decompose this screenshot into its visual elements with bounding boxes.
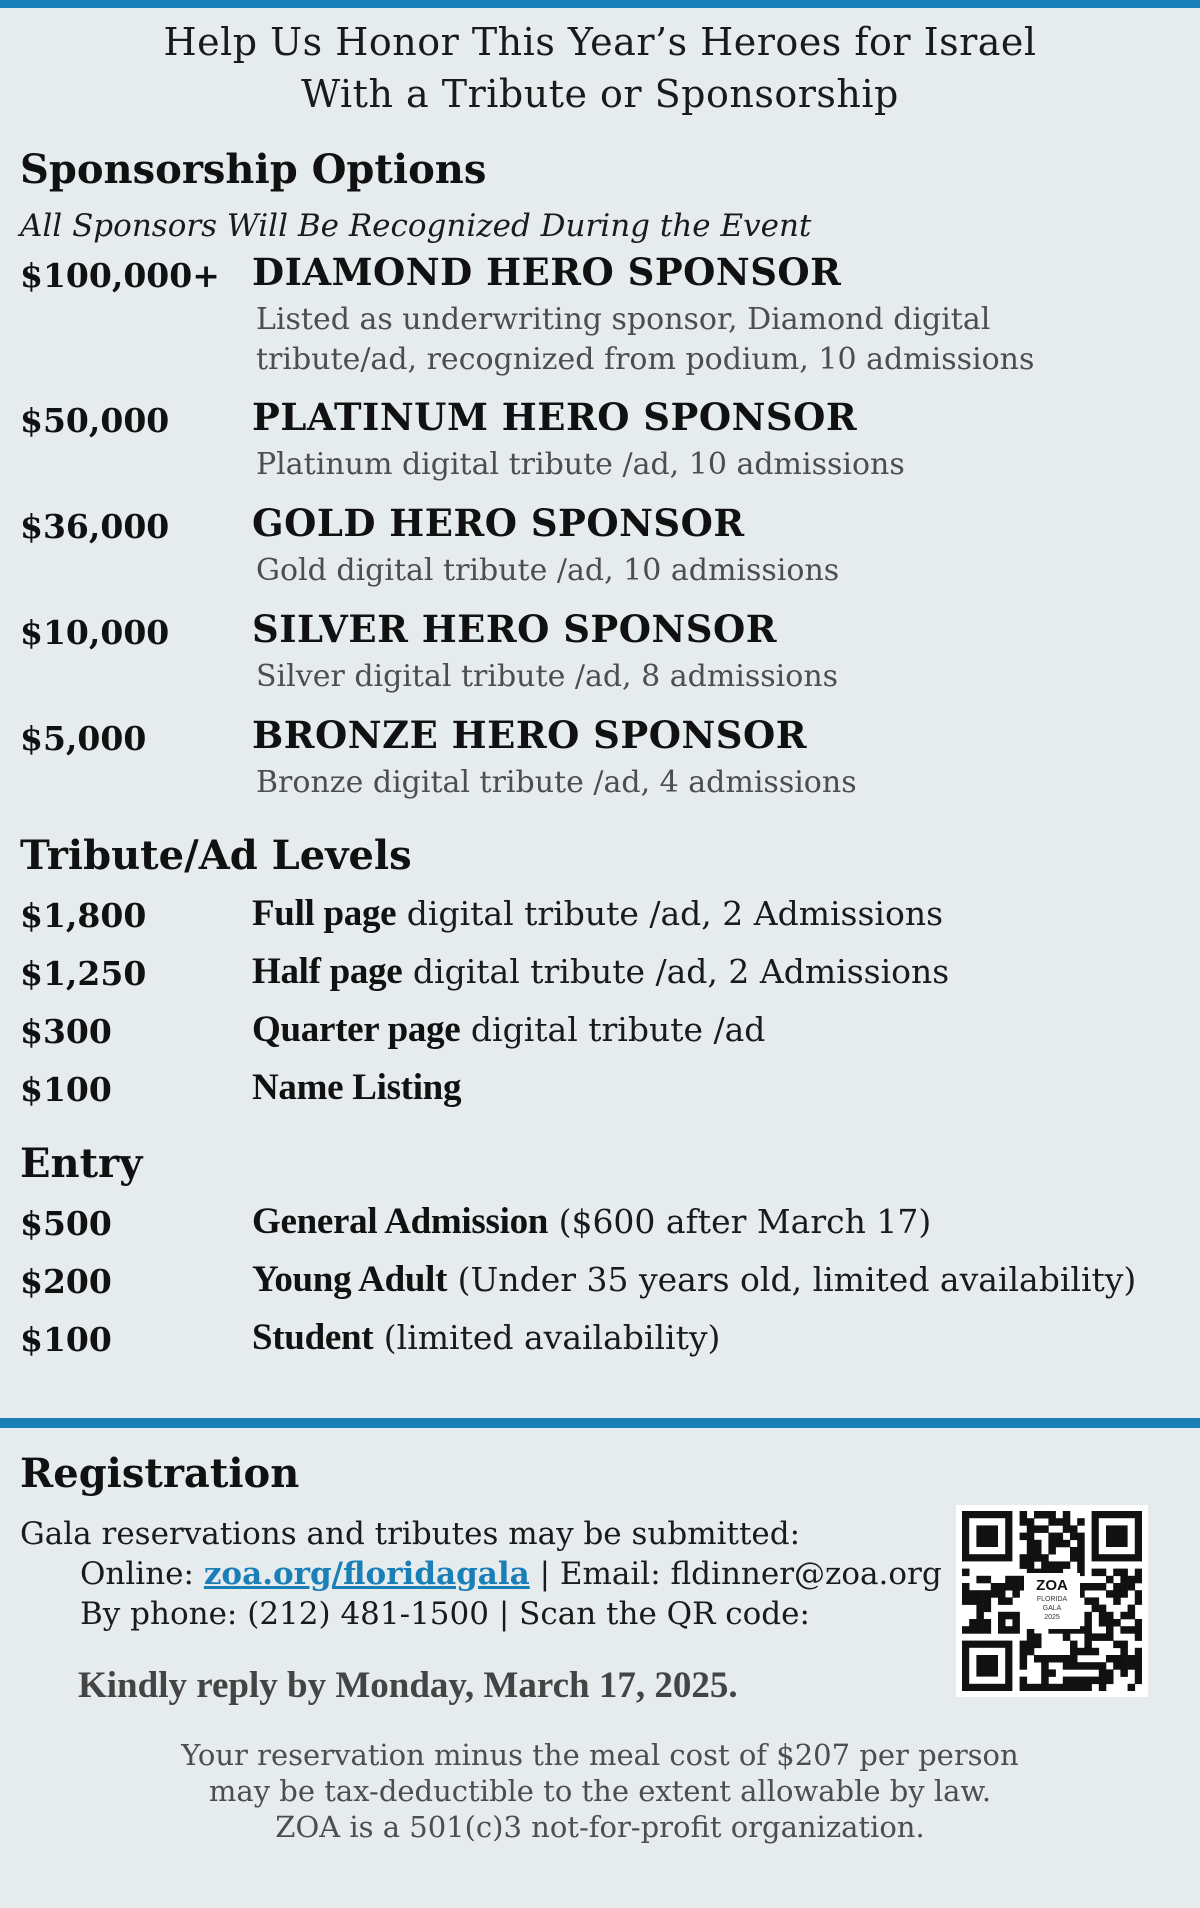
gala-link[interactable]: zoa.org/floridagala — [203, 1556, 530, 1592]
zoa-logo — [1024, 1573, 1080, 1629]
footer-line-1: Your reservation minus the meal cost of $207 per person — [181, 1738, 1019, 1772]
tribute-line-full — [252, 892, 943, 935]
entry-price-young: $200 — [20, 1262, 112, 1301]
entry-name: Young Adult — [252, 1259, 448, 1300]
entry-line-general — [252, 1200, 931, 1243]
entry-line-student — [252, 1316, 720, 1359]
sponsorship-note: All Sponsors Will Be Recognized During the Event — [20, 208, 812, 244]
tier-name: BRONZE HERO SPONSOR — [252, 713, 807, 757]
entry-line-young — [252, 1258, 1136, 1301]
qr-code[interactable] — [956, 1505, 1148, 1697]
tier-price: $5,000 — [20, 719, 147, 758]
tribute-line-half — [252, 950, 949, 993]
header-line-2: With a Tribute or Sponsorship — [301, 72, 899, 116]
entry-desc: ($600 after March 17) — [548, 1202, 932, 1241]
registration-title: Registration — [20, 1450, 300, 1497]
tier-desc: Bronze digital tribute /ad, 4 admissions — [256, 765, 857, 800]
registration-online-line — [80, 1556, 942, 1592]
tribute-desc: digital tribute /ad, 2 Admissions — [402, 952, 950, 991]
section-divider — [0, 1418, 1200, 1428]
tier-name: SILVER HERO SPONSOR — [252, 607, 778, 651]
tribute-name: Quarter page — [252, 1009, 461, 1050]
email-text: | Email: fldinner@zoa.org — [529, 1556, 942, 1592]
entry-title: Entry — [20, 1140, 143, 1187]
tier-name: PLATINUM HERO SPONSOR — [252, 395, 858, 439]
sponsorship-title: Sponsorship Options — [20, 146, 487, 193]
qr-logo-sub: 2025 — [1044, 1614, 1060, 1621]
tribute-desc: digital tribute /ad — [460, 1010, 766, 1049]
qr-logo-text: ZOA — [1036, 1577, 1068, 1594]
tier-desc: Gold digital tribute /ad, 10 admissions — [256, 553, 840, 588]
qr-logo-sub: GALA — [1042, 1605, 1062, 1612]
reply-deadline: Kindly reply by Monday, March 17, 2025. — [78, 1665, 738, 1706]
tier-desc-2: tribute/ad, recognized from podium, 10 admissions — [256, 342, 1035, 377]
entry-name: Student — [252, 1317, 374, 1358]
tier-name: GOLD HERO SPONSOR — [252, 501, 745, 545]
tier-name: DIAMOND HERO SPONSOR — [252, 250, 842, 294]
top-accent-bar — [0, 0, 1200, 8]
tribute-title: Tribute/Ad Levels — [20, 832, 412, 879]
tier-desc: Platinum digital tribute /ad, 10 admissions — [256, 447, 905, 482]
tribute-line-quarter — [252, 1008, 765, 1051]
tribute-name: Name Listing — [252, 1067, 462, 1108]
tribute-line-name — [252, 1066, 461, 1109]
qr-logo-sub: FLORIDA — [1036, 1596, 1068, 1603]
entry-desc: (limited availability) — [373, 1318, 721, 1357]
tribute-name: Full page — [252, 893, 397, 934]
entry-price-student: $100 — [20, 1320, 112, 1359]
header-line-1: Help Us Honor This Year’s Heroes for Israel — [163, 20, 1037, 64]
registration-intro: Gala reservations and tributes may be submitted: — [20, 1516, 801, 1552]
tier-price: $50,000 — [20, 401, 170, 440]
registration-phone-line: By phone: (212) 481-1500 | Scan the QR code: — [80, 1596, 810, 1632]
tier-desc: Listed as underwriting sponsor, Diamond digital — [256, 302, 991, 337]
tribute-price-name: $100 — [20, 1070, 112, 1109]
tier-desc: Silver digital tribute /ad, 8 admissions — [256, 659, 839, 694]
online-label: Online: — [80, 1556, 204, 1592]
entry-price-general: $500 — [20, 1204, 112, 1243]
footer-line-2: may be tax-deductible to the extent allowable by law. — [208, 1774, 992, 1808]
tribute-name: Half page — [252, 951, 403, 992]
tier-price: $100,000+ — [20, 256, 220, 295]
tribute-price-full: $1,800 — [20, 896, 147, 935]
footer-line-3: ZOA is a 501(c)3 not-for-profit organization. — [275, 1810, 925, 1844]
tribute-price-quarter: $300 — [20, 1012, 112, 1051]
entry-desc: (Under 35 years old, limited availability) — [447, 1260, 1137, 1299]
tribute-desc: digital tribute /ad, 2 Admissions — [396, 894, 944, 933]
tribute-price-half: $1,250 — [20, 954, 147, 993]
tier-price: $36,000 — [20, 507, 170, 546]
tier-price: $10,000 — [20, 613, 170, 652]
entry-name: General Admission — [252, 1201, 549, 1242]
